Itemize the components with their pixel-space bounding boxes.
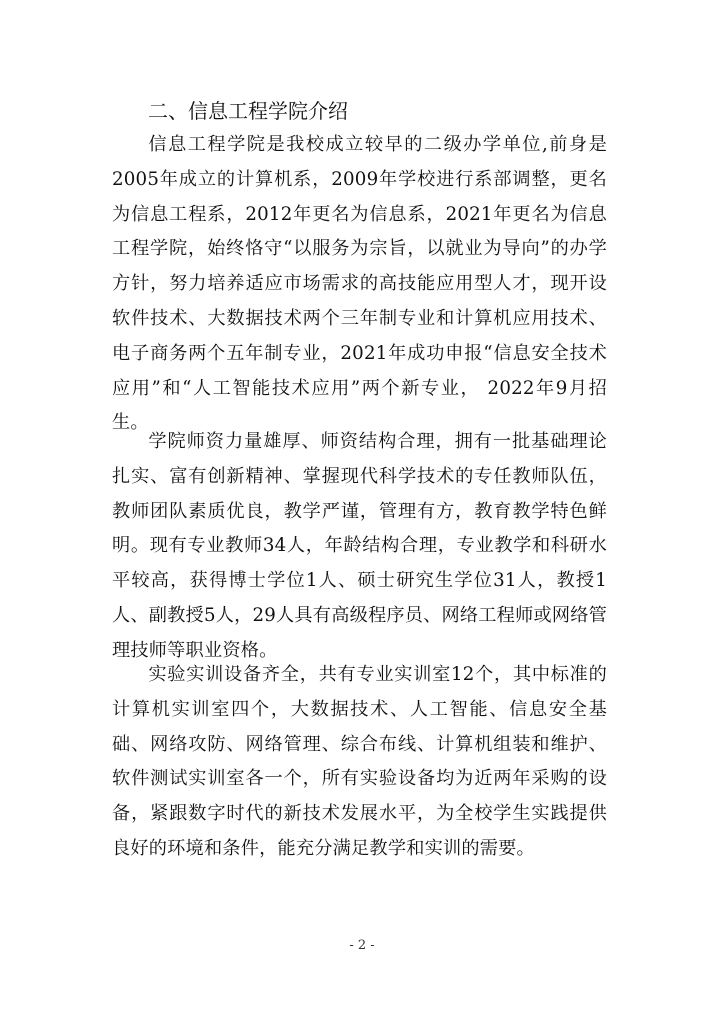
paragraph-introduction: 信息工程学院是我校成立较早的二级办学单位,前身是2005年成立的计算机系，2009年学校进行系部调整，更名为信息工程系，2012年更名为信息系，2021年更名为信息工程学院，始终恪守“以服务为宗旨，以就业为导向”的办学方针，努力培养适应市场需求的高技能应用型人才，现开设软件技术、大数据技术两个三年制专业和计算机应用技术、电子商务两个五年制专业，2021年成功申报“信息安全技术应用”和“人工智能技术应用”两个新专业， 2022年9月招生。 — [112, 134, 607, 434]
paragraph-facilities: 实验实训设备齐全，共有专业实训室12个，其中标准的计算机实训室四个，大数据技术、人工智能、信息安全基础、网络攻防、网络管理、综合布线、计算机组装和维护、软件测试实训室各一个，所有实验设备均为近两年采购的设备，紧跟数字时代的新技术发展水平，为全校学生实践提供良好的环境和条件，能充分满足教学和实训的需要。 — [112, 664, 607, 859]
paragraph-faculty: 学院师资力量雄厚、师资结构合理，拥有一批基础理论扎实、富有创新精神、掌握现代科学技术的专任教师队伍，教师团队素质优良，教学严谨，管理有方，教育教学特色鲜明。现有专业教师34人，年龄结构合理，专业教学和科研水平较高，获得博士学位1人、硕士研究生学位31人，教授1人、副教授5人，29人具有高级程序员、网络工程师或网络管理技师等职业资格。 — [112, 431, 608, 661]
section-heading: 二、信息工程学院介绍 — [148, 99, 348, 123]
page-number: - 2 - — [349, 938, 375, 953]
